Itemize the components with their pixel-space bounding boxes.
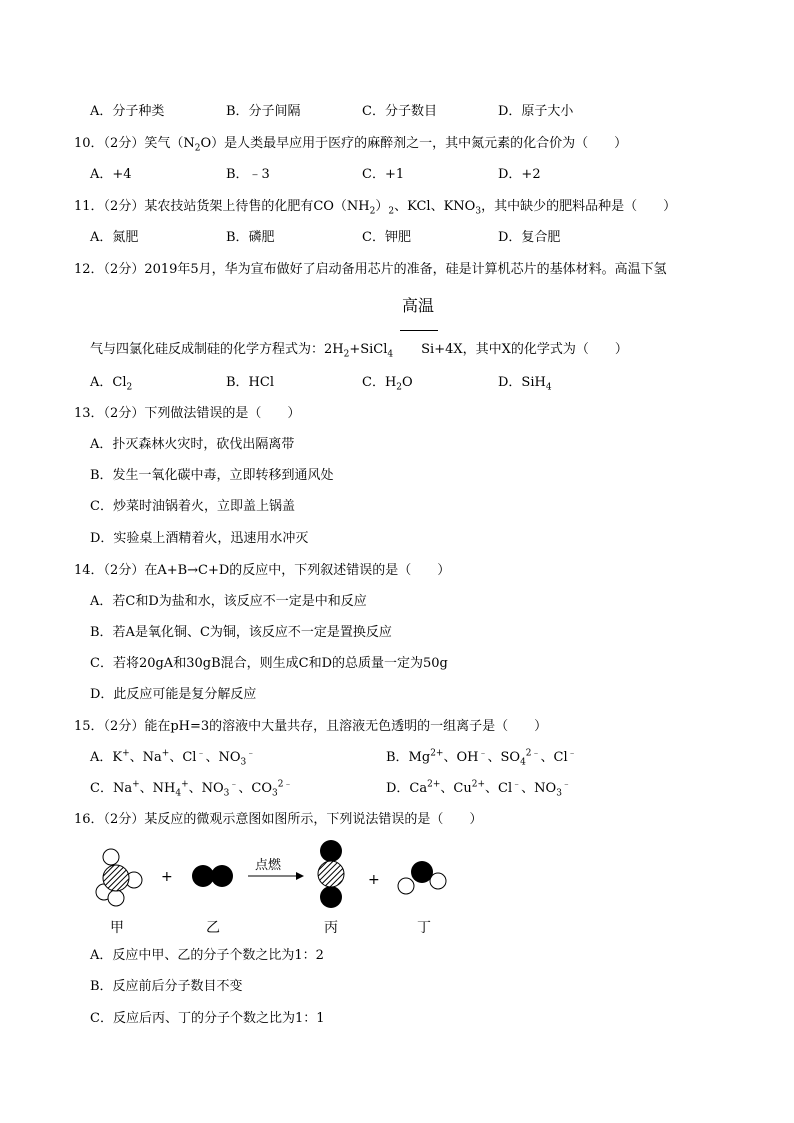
q14-option-b: B．若A是氧化铜、C为铜，该反应不一定是置换反应 [90, 625, 392, 640]
q11-option-a: A．氮肥 [90, 230, 139, 245]
molecule-bing [318, 840, 344, 908]
q11-option-b: B．磷肥 [226, 230, 275, 245]
q9-option-b: B．分子间隔 [226, 104, 301, 119]
q13-option-a: A．扑灭森林火灾时，砍伐出隔离带 [90, 437, 295, 452]
molecule-ding [398, 861, 446, 894]
q13-option-c: C．炒菜时油锅着火，立即盖上锅盖 [90, 499, 295, 514]
label-ding: 丁 [417, 920, 431, 936]
q14-option-a: A．若C和D为盐和水，该反应不一定是中和反应 [90, 594, 367, 609]
q14-option-c: C．若将20gA和30gB混合，则生成C和D的总质量一定为50g [90, 656, 448, 671]
q16-option-b: B．反应前后分子数目不变 [90, 979, 243, 994]
q12-equation-line: 气与四氯化硅反成制硅的化学方程式为：$2H_2+SiCl_4$ Si+4X，其中X的化学式为（ ） [90, 342, 628, 360]
q13-option-d: D．实验桌上酒精着火，迅速用水冲灭 [90, 531, 309, 546]
label-jia: 甲 [110, 920, 124, 936]
q16-option-c: C．反应后丙、丁的分子个数之比为1：1 [90, 1011, 325, 1026]
arrow-label: 点燃 [255, 858, 282, 873]
q12-option-d: D．SiH$_4$ [498, 375, 552, 393]
q16-option-a: A．反应中甲、乙的分子个数之比为1：2 [90, 948, 324, 963]
q10-option-a: A．+4 [90, 167, 132, 182]
q15-option-d: D．$Ca^{2+}$、$Cu^{2+}$、Cl﹣、$NO_3^﹣$ [386, 779, 571, 799]
q10-option-c: C．+1 [362, 167, 405, 182]
q15-option-b: B．$Mg^{2+}$、OH﹣、$SO_4^{2﹣}$、Cl﹣ [386, 748, 577, 768]
q12-option-b: B．HCl [226, 375, 274, 390]
q14-option-d: D．此反应可能是复分解反应 [90, 687, 257, 702]
q9-option-d: D．原子大小 [498, 104, 574, 119]
q9-option-a: A．分子种类 [90, 104, 165, 119]
q9-option-c: C．分子数目 [362, 104, 437, 119]
q10-option-b: B．﹣3 [226, 167, 270, 182]
q10-stem: 10．（2分）笑气$(N_2O)$是人类最早应用于医疗的麻醉剂之一，其中氮元素的化合价为（ ） [74, 136, 628, 154]
q15-option-a: A．K+、Na+、Cl﹣、$NO_3^﹣$ [90, 748, 256, 768]
arrow-head-icon [296, 872, 304, 880]
q10-option-d: D．+2 [498, 167, 541, 182]
label-bing: 丙 [324, 920, 338, 936]
molecule-yi [192, 865, 233, 887]
label-yi: 乙 [206, 920, 220, 936]
q12-stem: 12．（2分）2019年5月，华为宣布做好了启动备用芯片的准备，硅是计算机芯片的基体材料。高温下氢 [74, 262, 667, 277]
plus-sign-2: + [368, 872, 380, 888]
q16-stem: 16．（2分）某反应的微观示意图如图所示，下列说法错误的是（ ） [74, 812, 483, 827]
q13-stem: 13．（2分）下列做法错误的是（ ） [74, 406, 301, 421]
molecule-jia [96, 849, 142, 906]
q13-option-b: B．发生一氧化碳中毒，立即转移到通风处 [90, 468, 334, 483]
q11-option-c: C．钾肥 [362, 230, 411, 245]
q11-stem: 11．（2分）某农技站货架上待售的化肥有$CO(NH_2)_2$、KCl、$KNO_3$，其中缺少的肥料品种是（ ） [74, 199, 677, 217]
q15-stem: 15．（2分）能在pH=3的溶液中大量共存，且溶液无色透明的一组离子是（ ） [74, 719, 548, 734]
q12-option-c: C．$H_2O$ [362, 375, 413, 393]
q14-stem: 14．（2分）在A+B→C+D的反应中，下列叙述错误的是（ ） [74, 563, 451, 578]
plus-sign-1: + [161, 869, 173, 885]
q11-option-d: D．复合肥 [498, 230, 561, 245]
q15-option-c: C．Na+、$NH_4^+$、$NO_3^﹣$、$CO_3^{2﹣}$ [90, 779, 293, 799]
reaction-condition: 高温 [402, 296, 435, 315]
q12-option-a: A．$Cl_2$ [90, 375, 133, 393]
